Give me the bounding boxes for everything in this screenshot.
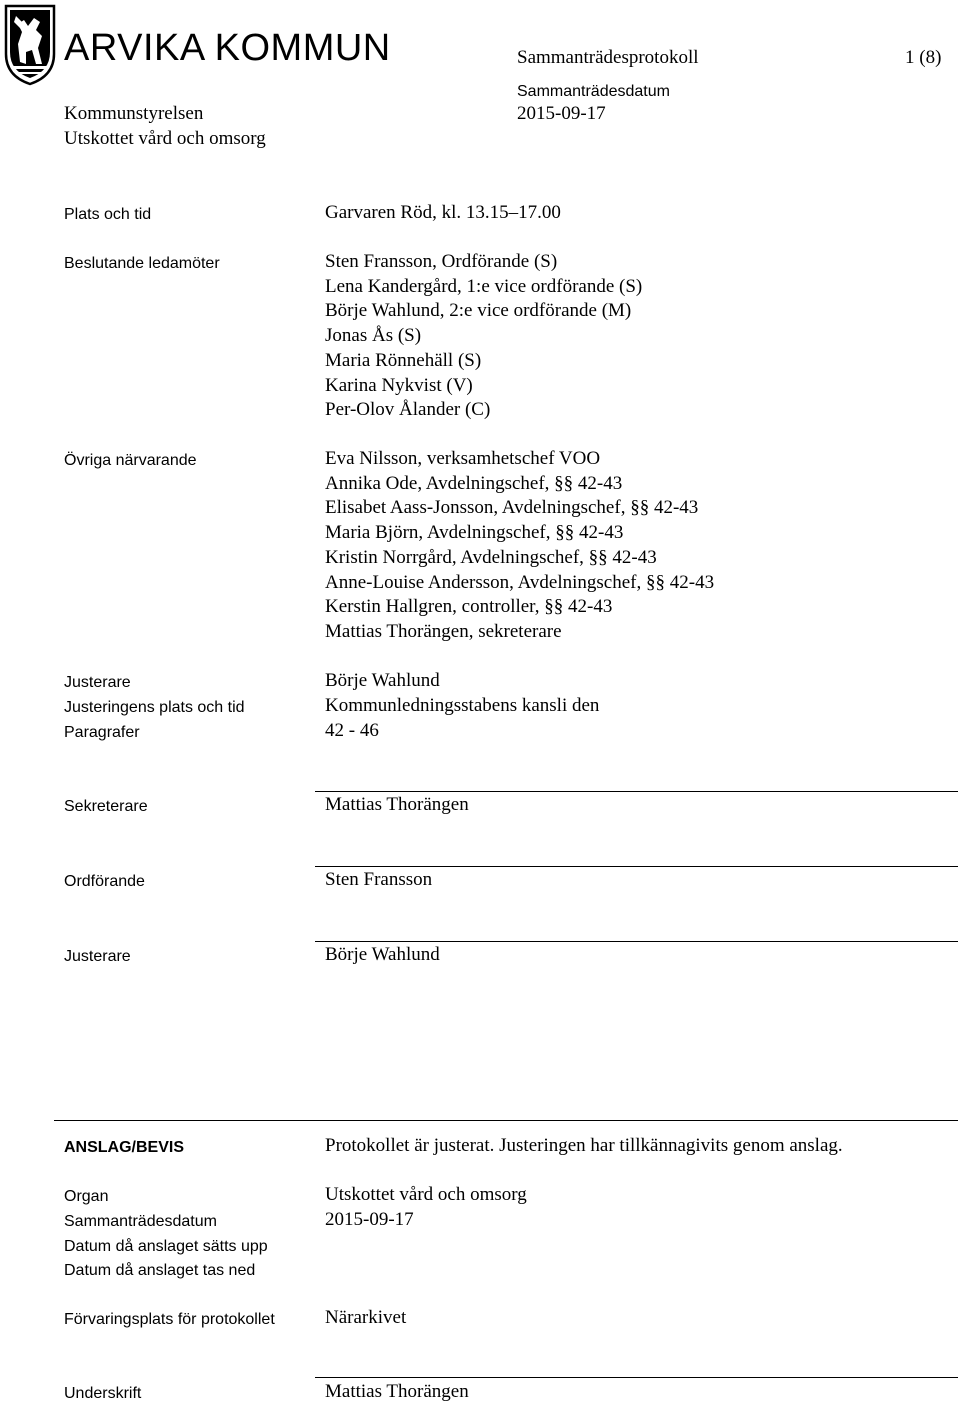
brand-name: ARVIKA KOMMUN — [64, 27, 391, 69]
attendee-item: Maria Björn, Avdelningschef, §§ 42-43 — [325, 522, 624, 544]
attendee-item: Eva Nilsson, verksamhetschef VOO — [325, 448, 601, 469]
notice-date-value: 2015-09-17 — [325, 1209, 414, 1230]
paragraphs-label: Paragrafer — [64, 724, 140, 741]
secretary-name: Mattias Thorängen — [325, 794, 469, 815]
others-label: Övriga närvarande — [64, 452, 197, 469]
attendee-item: Mattias Thorängen, sekreterare — [325, 620, 562, 642]
chair-label: Ordförande — [64, 873, 145, 890]
signature-adjuster-name: Börje Wahlund — [325, 944, 440, 965]
attendee-item: Kerstin Hallgren, controller, §§ 42-43 — [325, 596, 613, 618]
organ-value: Utskottet vård och omsorg — [325, 1184, 527, 1205]
members-list — [325, 250, 642, 423]
document-type: Sammanträdesprotokoll — [517, 47, 699, 68]
committee-name: Utskottet vård och omsorg — [64, 128, 266, 149]
removed-date-label: Datum då anslaget tas ned — [64, 1262, 256, 1279]
arvika-coat-of-arms-icon — [4, 2, 56, 86]
place-value: Garvaren Röd, kl. 13.15–17.00 — [325, 202, 561, 223]
signature-line — [315, 791, 958, 792]
notice-signature-label: Underskrift — [64, 1385, 142, 1402]
organ-label: Organ — [64, 1188, 109, 1205]
attendee-item: Anne-Louise Andersson, Avdelningschef, §§ 42-43 — [325, 571, 715, 593]
notice-divider — [54, 1120, 958, 1121]
member-item: Lena Kandergård, 1:e vice ordförande (S) — [325, 275, 643, 297]
member-item: Jonas Ås (S) — [325, 325, 422, 347]
signature-line — [315, 866, 958, 867]
storage-label: Förvaringsplats för protokollet — [64, 1311, 275, 1328]
signature-adjuster-label: Justerare — [64, 948, 131, 965]
signature-line — [315, 1377, 958, 1378]
member-item: Sten Fransson, Ordförande (S) — [325, 251, 558, 272]
organization-name: Kommunstyrelsen — [64, 103, 204, 124]
attendee-item: Elisabet Aass-Jonsson, Avdelningschef, §§ 42-43 — [325, 497, 699, 519]
member-item: Börje Wahlund, 2:e vice ordförande (M) — [325, 300, 632, 322]
notice-statement: Protokollet är justerat. Justeringen har tillkännagivits genom anslag. — [325, 1135, 843, 1156]
adjuster-value: Börje Wahlund — [325, 670, 440, 691]
notice-date-label: Sammanträdesdatum — [64, 1213, 217, 1230]
others-list — [325, 447, 714, 645]
secretary-label: Sekreterare — [64, 798, 148, 815]
attendee-item: Annika Ode, Avdelningschef, §§ 42-43 — [325, 472, 623, 494]
storage-value: Närarkivet — [325, 1307, 407, 1328]
member-item: Maria Rönnehäll (S) — [325, 349, 482, 371]
adjust-place-label: Justeringens plats och tid — [64, 699, 245, 716]
member-item: Karina Nykvist (V) — [325, 374, 473, 396]
attendee-item: Kristin Norrgård, Avdelningschef, §§ 42-43 — [325, 546, 657, 568]
adjuster-label: Justerare — [64, 674, 131, 691]
page-number: 1 (8) — [905, 47, 942, 68]
member-item: Per-Olov Ålander (C) — [325, 399, 491, 421]
signature-line — [315, 941, 958, 942]
place-label: Plats och tid — [64, 206, 152, 223]
notice-signature-name: Mattias Thorängen — [325, 1381, 469, 1402]
posted-date-label: Datum då anslaget sätts upp — [64, 1238, 268, 1255]
notice-title: ANSLAG/BEVIS — [64, 1139, 185, 1156]
meeting-date: 2015-09-17 — [517, 103, 606, 124]
paragraphs-value: 42 - 46 — [325, 720, 379, 741]
meeting-date-label: Sammanträdesdatum — [517, 83, 670, 100]
adjust-place-value: Kommunledningsstabens kansli den — [325, 695, 600, 716]
chair-name: Sten Fransson — [325, 869, 433, 890]
members-label: Beslutande ledamöter — [64, 255, 220, 272]
